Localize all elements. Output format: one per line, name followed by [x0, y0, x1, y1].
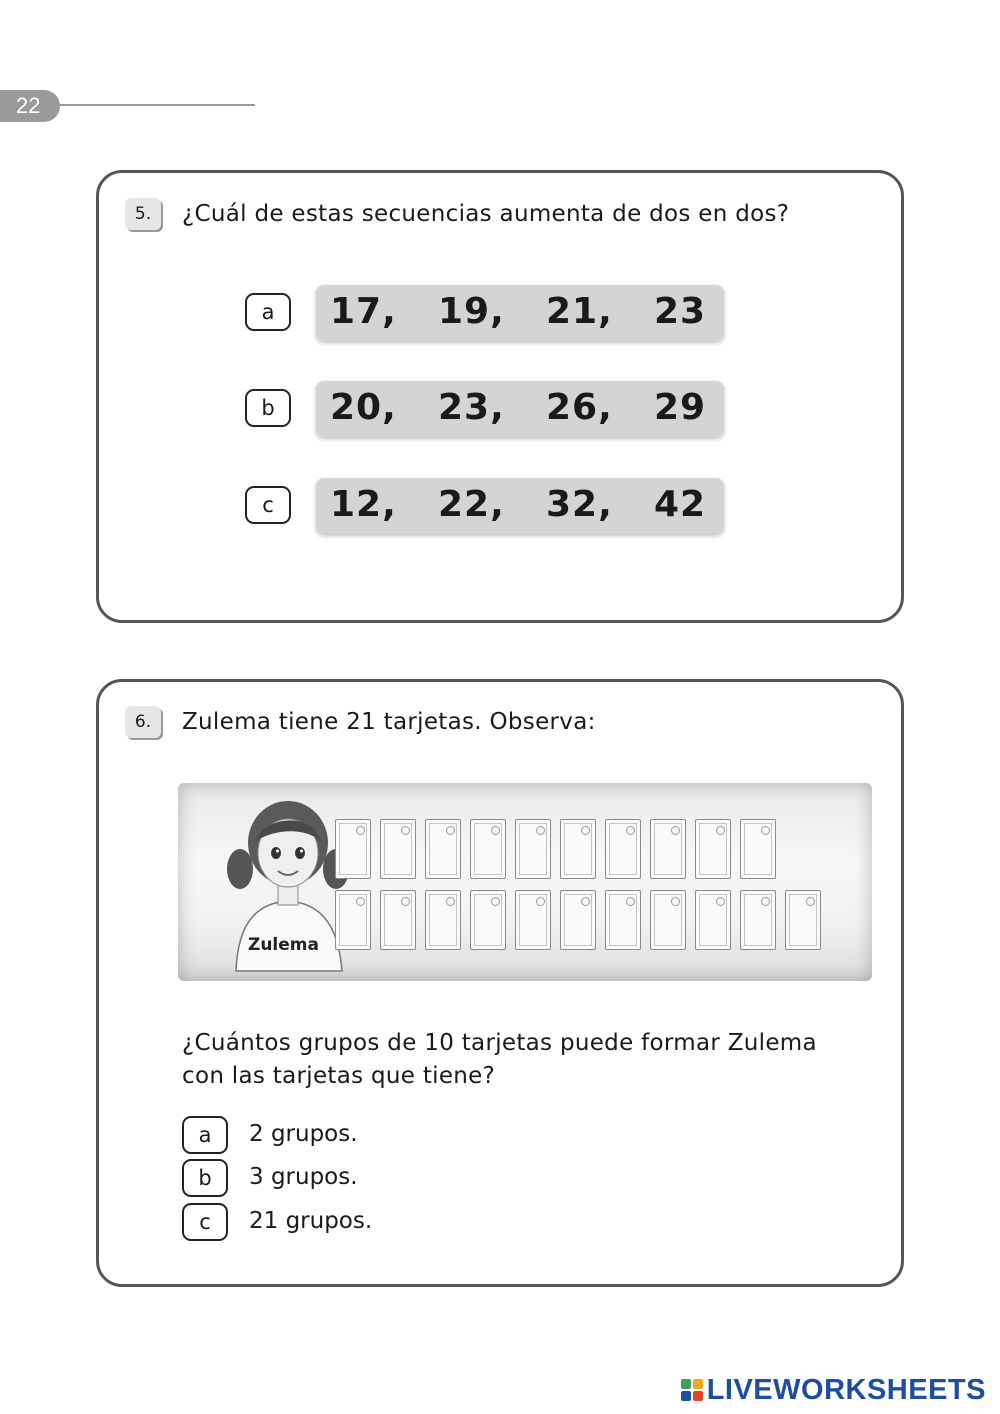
brand-squares-icon: [681, 1379, 703, 1401]
brand-square: [681, 1379, 691, 1389]
question-intro: Zulema tiene 21 tarjetas. Observa:: [182, 709, 596, 735]
card-icon: [335, 819, 371, 879]
card-icon: [740, 819, 776, 879]
question-5-card: [96, 170, 904, 623]
cards-bottom-row: [335, 890, 835, 950]
card-icon: [785, 890, 821, 950]
page-number-tab: [0, 90, 60, 122]
card-icon: [650, 890, 686, 950]
question-text-line-1: ¿Cuántos grupos de 10 tarjetas puede formar Zulema: [182, 1030, 817, 1056]
card-icon: [605, 890, 641, 950]
sequence-value: 12,: [330, 484, 397, 525]
question-text: ¿Cuál de estas secuencias aumenta de dos en dos?: [182, 201, 790, 227]
card-icon: [560, 819, 596, 879]
card-icon: [695, 819, 731, 879]
sequence-value: 20,: [330, 387, 397, 428]
brand-square: [681, 1391, 691, 1401]
card-icon: [740, 890, 776, 950]
brand-text: LIVEWORKSHEETS: [706, 1373, 986, 1406]
card-icon: [335, 890, 371, 950]
option-a-box[interactable]: a: [245, 293, 291, 331]
option-c-text: 21 grupos.: [249, 1208, 373, 1234]
option-a-text: 2 grupos.: [249, 1121, 358, 1147]
sequence-value: 42: [654, 484, 707, 525]
card-icon: [560, 890, 596, 950]
card-icon: [470, 819, 506, 879]
sequence-value: 17,: [330, 291, 397, 332]
cards-illustration: [178, 783, 872, 981]
sequence-a: [316, 285, 724, 341]
option-b-box[interactable]: b: [245, 389, 291, 427]
page-number: 22: [16, 93, 41, 118]
header-rule: [60, 104, 255, 106]
card-icon: [425, 819, 461, 879]
sequence-value: 19,: [438, 291, 505, 332]
card-icon: [515, 819, 551, 879]
question-number-badge: 6.: [125, 706, 161, 738]
liveworksheets-logo: [681, 1374, 986, 1406]
question-number-badge: 5.: [125, 198, 161, 230]
option-c-box[interactable]: c: [182, 1203, 228, 1241]
sequence-value: 29: [654, 387, 707, 428]
sequence-value: 23,: [438, 387, 505, 428]
brand-square: [693, 1391, 703, 1401]
girl-name-label: Zulema: [248, 935, 319, 955]
sequence-c: [316, 478, 724, 534]
card-icon: [650, 819, 686, 879]
sequence-value: 21,: [546, 291, 613, 332]
card-icon: [470, 890, 506, 950]
option-b-box[interactable]: b: [182, 1159, 228, 1197]
question-6-card: [96, 679, 904, 1287]
brand-square: [693, 1379, 703, 1389]
card-icon: [425, 890, 461, 950]
sequence-b: [316, 381, 724, 437]
option-c-box[interactable]: c: [245, 486, 291, 524]
card-icon: [695, 890, 731, 950]
card-icon: [605, 819, 641, 879]
sequence-value: 22,: [438, 484, 505, 525]
option-a-box[interactable]: a: [182, 1116, 228, 1154]
card-icon: [515, 890, 551, 950]
question-text-line-2: con las tarjetas que tiene?: [182, 1063, 496, 1089]
sequence-value: 32,: [546, 484, 613, 525]
option-b-text: 3 grupos.: [249, 1164, 358, 1190]
sequence-value: 23: [654, 291, 707, 332]
card-icon: [380, 819, 416, 879]
card-icon: [380, 890, 416, 950]
cards-top-row: [335, 819, 795, 879]
sequence-value: 26,: [546, 387, 613, 428]
